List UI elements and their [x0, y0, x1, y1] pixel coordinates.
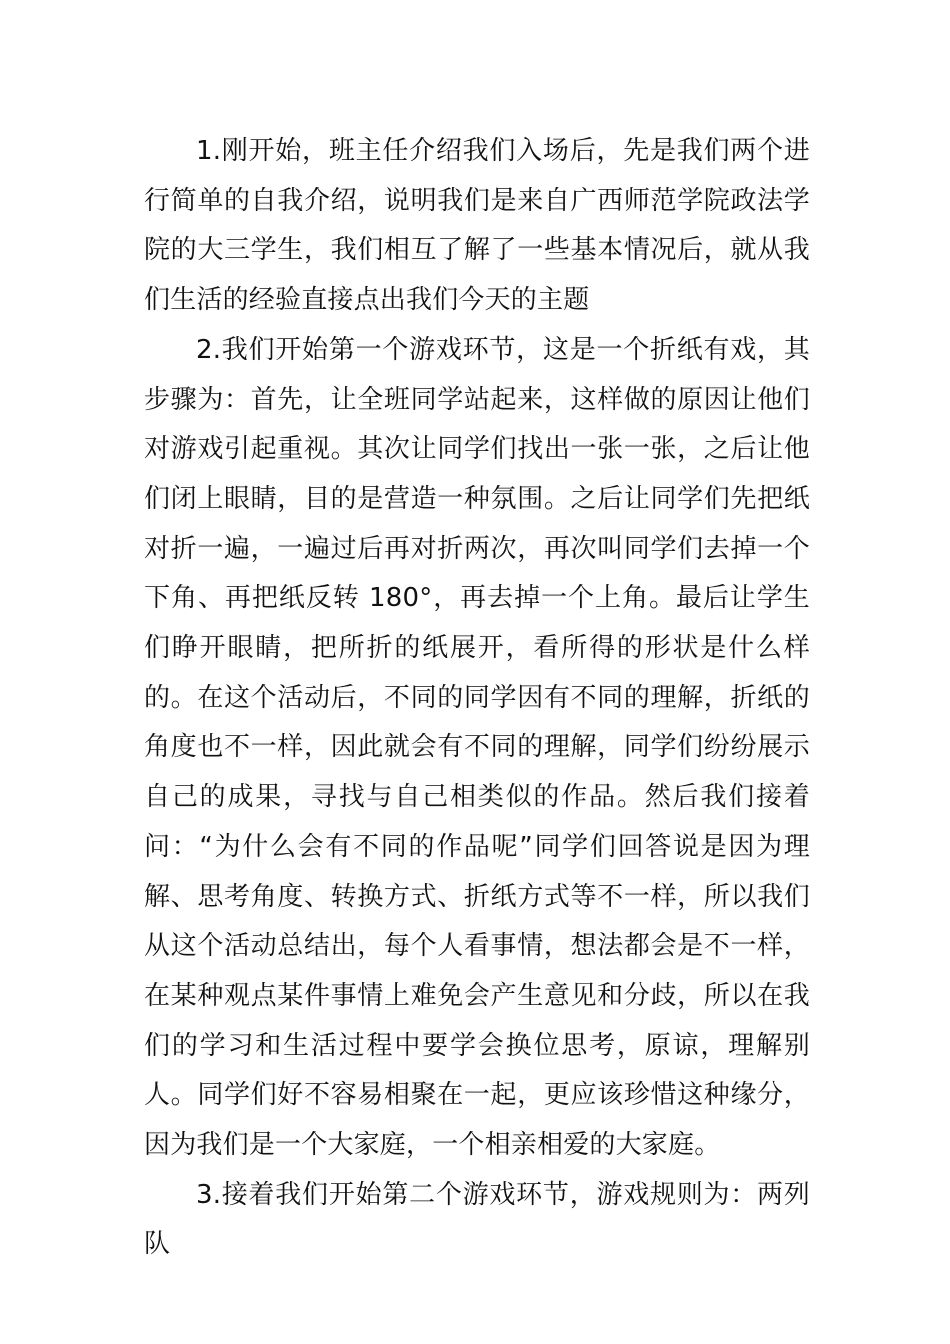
paragraph-3: 3.接着我们开始第二个游戏环节，游戏规则为：两列队 — [144, 1179, 810, 1260]
paragraph-2: 2.我们开始第一个游戏环节，这是一个折纸有戏，其步骤为：首先，让全班同学站起来，这样做的原因让他们对游戏引起重视。其次让同学们找出一张一张，之后让他们闭上眼睛，目的是营造一种氛围。之后让同学们先把纸对折一遍，一遍过后再对折两次，再次叫同学们去掉一个下角、再把纸反转 180°，再去掉一个上角。最后让学生们睁开眼睛，把所折的纸展开，看所得的形状是什么样的。在这个活动后，不同的同学因有不同的理解，折纸的角度也不一样，因此就会有不同的理解，同学们纷纷展示自己的成果，寻找与自己相类似的作品。然后我们接着问：“为什么会有不同的作品呢”同学们回答说是因为理解、思考角度、转换方式、折纸方式等不一样，所以我们从这个活动总结出，每个人看事情，想法都会是不一样，在某种观点某件事情上难免会产生意见和分歧，所以在我们的学习和生活过程中要学会换位思考，原谅，理解别人。同学们好不容易相聚在一起，更应该珍惜这种缘分，因为我们是一个大家庭，一个相亲相爱的大家庭。 — [144, 334, 810, 1161]
paragraph-1: 1.刚开始，班主任介绍我们入场后，先是我们两个进行简单的自我介绍，说明我们是来自广西师范学院政法学院的大三学生，我们相互了解了一些基本情况后，就从我们生活的经验直接点出我们今天的主题 — [144, 136, 810, 316]
document-body — [144, 127, 810, 1270]
